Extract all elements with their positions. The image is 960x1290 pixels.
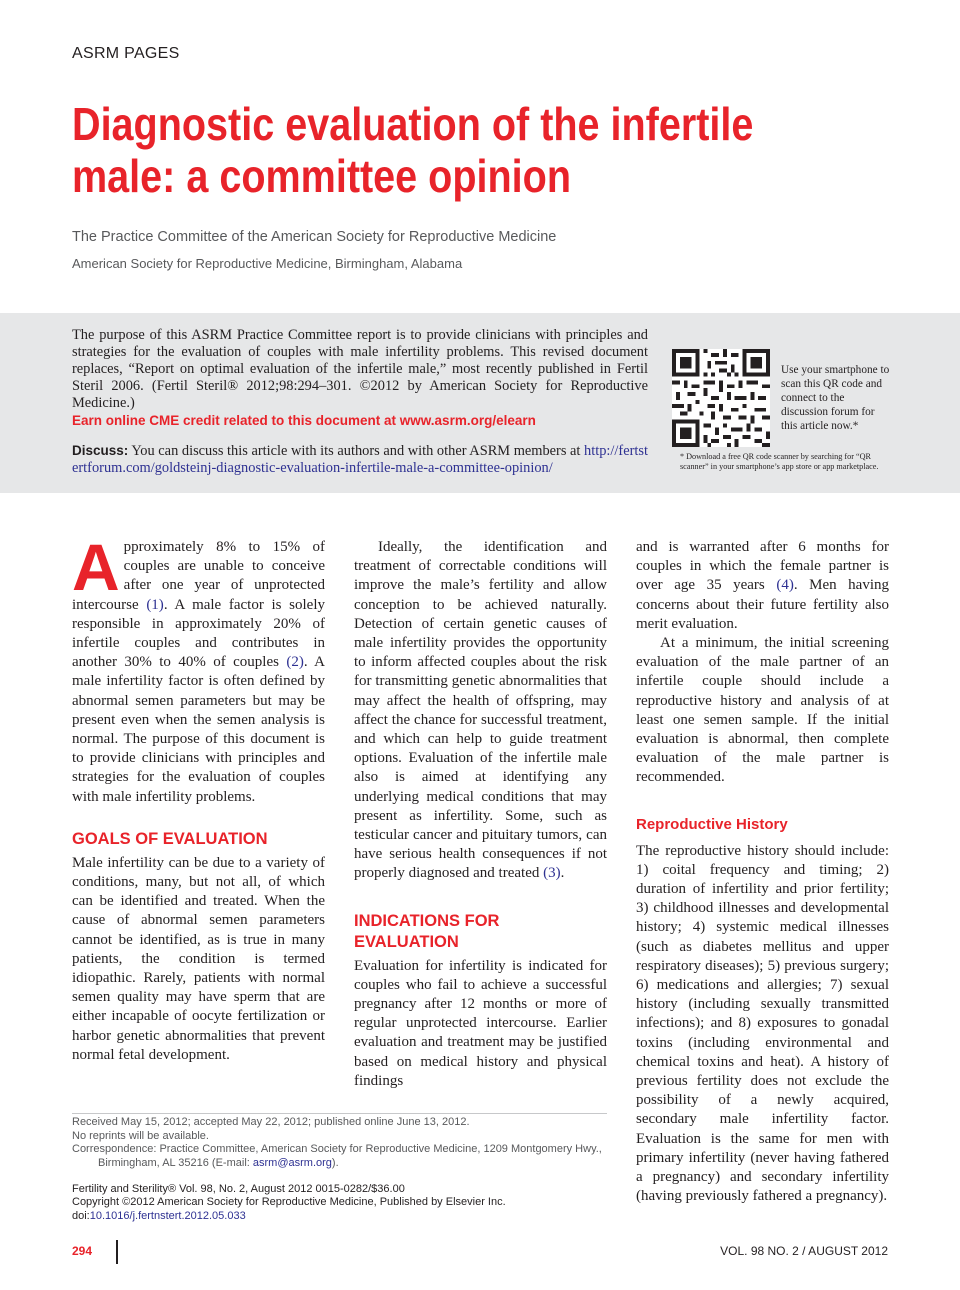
drop-cap: A bbox=[72, 530, 120, 604]
affiliation-line: American Society for Reproductive Medicine, Birmingham, Alabama bbox=[72, 256, 463, 271]
article-footnotes bbox=[72, 1113, 607, 1170]
doi-line bbox=[72, 1210, 607, 1223]
indications-heading-line-2: EVALUATION bbox=[354, 932, 459, 951]
qr-footnote: * Download a free QR code scanner by searching for “QR scanner” in your smartphone’s app store or app marketplace. bbox=[680, 452, 879, 471]
column-2 bbox=[354, 538, 607, 1091]
reference-link-3[interactable]: (3) bbox=[543, 865, 561, 882]
correspondence bbox=[72, 1143, 607, 1170]
goals-paragraph: Male infertility can be due to a variety of conditions, many, but not all, of which can be identified and treated. When the cause of abnormal semen parameters cannot be identified, as is true in many patients, the condition is termed idiopathic. Rarely, patients with normal semen quality may have sperm that are either incapable of oocyte fertilization or harbor genetic abnormalities that prevent normal fetal development. bbox=[72, 854, 325, 1063]
section-heading-goals: GOALS OF EVALUATION bbox=[72, 829, 268, 848]
received-dates: Received May 15, 2012; accepted May 22, 2012; published online June 13, 2012. bbox=[72, 1116, 470, 1128]
indications-paragraph: Evaluation for infertility is indicated for couples who fail to achieve a successful pregnancy after 12 months or more of regular unprotected intercourse. Earlier evaluation and treatment may be justified based on medical history and physical findings bbox=[354, 957, 607, 1089]
qr-code-icon[interactable] bbox=[672, 349, 770, 447]
reference-link-1[interactable]: (1) bbox=[146, 596, 164, 613]
col2-text: . bbox=[560, 865, 565, 882]
cme-link[interactable]: Earn online CME credit related to this document at www.asrm.org/elearn bbox=[72, 413, 536, 428]
correspondence-text: ). bbox=[331, 1156, 339, 1169]
qr-instructions: Use your smartphone to scan this QR code and connect to the discussion forum for this article now.* bbox=[781, 364, 890, 432]
forum-link[interactable]: http://fertstertforum.com/goldsteinj-diagnostic-evaluation-infertile-male-a-committee-opinion/ bbox=[72, 443, 648, 476]
doi-label: doi: bbox=[72, 1209, 90, 1222]
page-number: 294 bbox=[72, 1244, 93, 1258]
column-1 bbox=[72, 530, 326, 1065]
col3-paragraph-1 bbox=[636, 538, 889, 634]
section-label: ASRM PAGES bbox=[72, 45, 180, 62]
reference-link-2[interactable]: (2) bbox=[286, 654, 304, 671]
intro-paragraph bbox=[72, 530, 326, 807]
footer-divider bbox=[116, 1240, 118, 1264]
discuss-label: Discuss: bbox=[72, 443, 129, 458]
column-3 bbox=[636, 538, 889, 1207]
col3-text: . Men having concerns about their future fertility also merit evaluation. bbox=[636, 577, 889, 632]
journal-info bbox=[72, 1183, 607, 1223]
journal-citation: Fertility and Sterility® Vol. 98, No. 2, August 2012 0015-0282/$36.00 bbox=[72, 1183, 405, 1195]
subsection-heading-reproductive-history: Reproductive History bbox=[636, 815, 788, 833]
section-heading-indications bbox=[354, 911, 607, 953]
reprints-note: No reprints will be available. bbox=[72, 1129, 209, 1142]
copyright-line: Copyright ©2012 American Society for Reproductive Medicine, Published by Elsevier Inc. bbox=[72, 1196, 506, 1209]
email-link[interactable]: asrm@asrm.org bbox=[252, 1156, 332, 1169]
doi-link[interactable]: 10.1016/j.fertnstert.2012.05.033 bbox=[89, 1209, 246, 1222]
reproductive-history-paragraph: The reproductive history should include: 1) coital frequency and timing; 2) duration of infertility and prior fertility; 3) childhood illnesses and developmental history; 4) systemic medical illnesses (such as diabetes mellitus and upper respiratory diseases); 5) previous surgery; 6) medications and allergies; 7) sexual history (including sexually transmitted infections); and 8) exposures to gonadal toxins (including environmental and chemical toxins and heat). A history of previous fertility does not exclude the possibility of a newly acquired, secondary male infertility factor. Evaluation is the same for men with primary infertility (never having fathered a pregnancy) and secondary infertility (having previously fathered a pregnancy). bbox=[636, 842, 889, 1205]
indications-heading-line-1: INDICATIONS FOR bbox=[354, 911, 500, 930]
correspondence-text: Correspondence: Practice Committee, American Society for Reproductive Medicine, 1209 Montgomery Hwy., Birmingham, AL 35216 (E-mail: bbox=[72, 1143, 602, 1169]
col3-text: and is warranted after 6 months for couples in which the female partner is over age 35 years bbox=[636, 539, 889, 594]
issue-info: VOL. 98 NO. 2 / AUGUST 2012 bbox=[720, 1244, 888, 1258]
article-title bbox=[72, 98, 786, 202]
discuss-text: You can discuss this article with its authors and with other ASRM members at bbox=[128, 443, 585, 459]
abstract-text: The purpose of this ASRM Practice Committee report is to provide clinicians with principles and strategies for the evaluation of couples with male infertility problems. This revised document replaces, “Report on optimal evaluation of the infertile male,” most recently published in Fertil Steril 2006. (Fertil Steril® 2012;98:294–301. ©2012 by American Society for Reproductive Medicine.) bbox=[72, 327, 648, 411]
title-line-2: male: a committee opinion bbox=[72, 150, 571, 202]
title-line-1: Diagnostic evaluation of the infertile bbox=[72, 98, 754, 150]
intro-text: . A male factor is solely responsible in approximately 20% of infertile couples and contributes in another 30% to 40% of couples bbox=[72, 596, 326, 671]
col2-paragraph bbox=[354, 538, 607, 884]
col3-paragraph-2: At a minimum, the initial screening evaluation of the male partner of an infertile couple should include a reproductive history and analysis of at least one semen sample. If the initial evaluation is abnormal, then complete evaluation of the male partner is recommended. bbox=[636, 635, 889, 786]
reference-link-4[interactable]: (4) bbox=[776, 577, 794, 594]
col2-text: Ideally, the identification and treatment of correctable conditions will improve the male’s fertility and allow conception to be achieved naturally. Detection of certain genetic causes of male infertility provides the opportunity to inform affected couples about the risk for transmitting genetic abnormalities that may affect the health of offspring, may affect the chance for successful treatment, and which can help to guide treatment options. Evaluation of the infertile male also is aimed at identifying any underlying medical conditions that may present as infertility. Some, such as testicular cancer and pituitary tumors, can have serious health consequences if not properly diagnosed and treated bbox=[354, 539, 607, 882]
author-line: The Practice Committee of the American Society for Reproductive Medicine bbox=[72, 229, 557, 245]
intro-text: . A male infertility factor is often defined by abnormal semen parameters but may be present even when the semen analysis is normal. The purpose of this document is to provide clinicians with principles and strategies for the evaluation of couples with male infertility problems. bbox=[72, 654, 325, 805]
intro-text: pproximately 8% to 15% of couples are unable to conceive after one year of unprotected intercourse bbox=[72, 539, 325, 613]
